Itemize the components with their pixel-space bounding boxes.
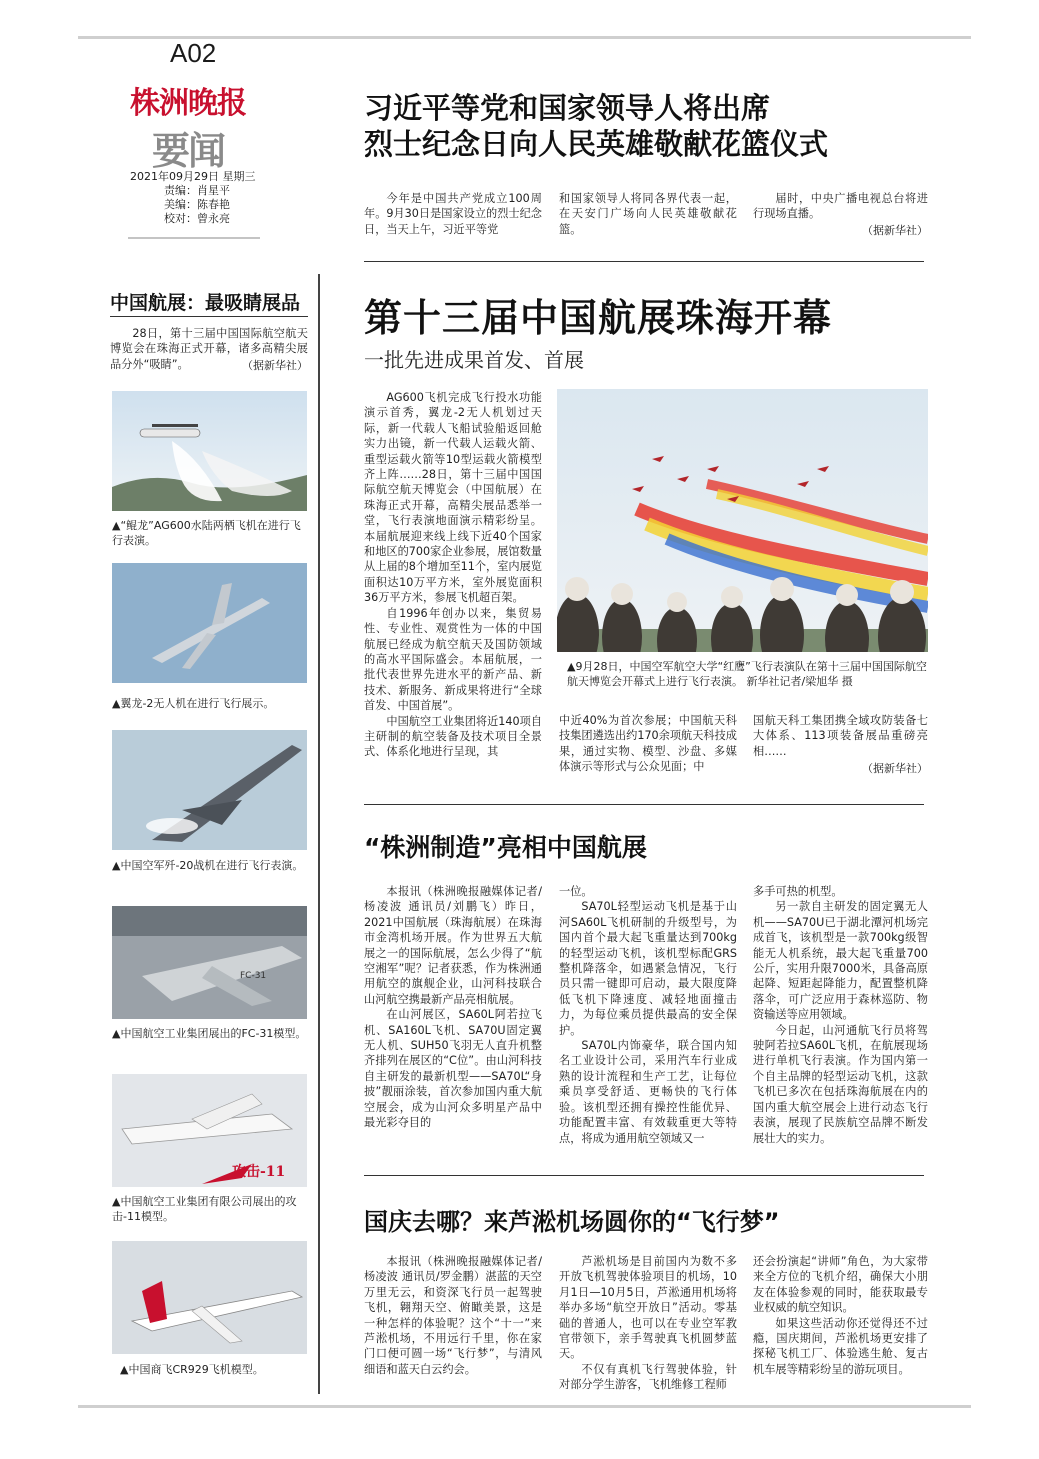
gongji11-photo (112, 1074, 307, 1187)
sidebar-intro-source: （据新华社） (242, 359, 308, 372)
sidebar-title-rule (110, 316, 308, 317)
sidebar-divider (318, 274, 320, 1394)
article4-col1: 本报讯（株洲晚报融媒体记者/杨凌波 通讯员/罗金鹏）湛蓝的天空万里无云，和资深飞行员一起驾驶飞机，翱翔天空、俯瞰美景，这是一种怎样的体验呢？这个“十一”来芦淞机场，不用远行千里，你在家门口便可圆一场“飞行梦”，与清风细语和蓝天白云约会。 (364, 1255, 542, 1376)
article2-col2: 中近40%为首次参展；中国航天科技集团遴选出约170余项航天科技成果，通过实物、模型、沙盘、多媒体演示等形式与公众见面；中 (559, 714, 737, 774)
date-line: 2021年09月29日 星期三 (130, 170, 256, 183)
article4-col3: 还会扮演起“讲师”角色，为大家带来全方位的飞机介绍，确保大小朋友在体验参观的同时，能获取最专业权威的航空知识。 如果这些活动你还觉得还不过瘾，国庆期间，芦淞机场更安排了探秘飞机工厂、体验逃生舱、复古机车展等精彩纷呈的游玩项目。 (753, 1255, 928, 1376)
article3-col3: 多手可热的机型。 另一款自主研发的固定翼无人机——SA70U已于湖北潭河机场完成首飞，该机型是一款700kg级智能无人机系统，最大起飞重量700公斤，实用升限7000米，具备高原起降、短距起降能力，配置整机降落伞，可广泛应用于森林巡防、物资输送等应用领域。 今日起，山河通航飞行员将驾驶阿若拉SA60L飞机，在航展现场进行单机飞行表演。作为国内第一个自主品牌的轻型运动飞机，这款飞机已多次在包括珠海航展在内的国内重大航空展会上进行动态飞行表演，展现了民族航空品牌不断发展壮大的实力。 (753, 885, 928, 1145)
article1-divider (364, 261, 924, 262)
fc31-image (112, 906, 307, 1019)
page-meta (130, 170, 256, 226)
wingloong-photo (112, 563, 307, 683)
article1-headline-line2: 烈士纪念日向人民英雄敬献花篮仪式 (364, 127, 829, 161)
section-title: 要闻 (152, 128, 225, 173)
page-number: A02 (170, 38, 217, 68)
airshow-main-photo (557, 389, 928, 652)
newspaper-logo: 株洲晚报 (130, 86, 246, 121)
caption-wingloong: ▲翼龙-2无人机在进行飞行展示。 (112, 697, 275, 710)
caption-ag600: ▲“鲲龙”AG600水陆两栖飞机在进行飞行表演。 (112, 519, 301, 547)
art-editor-line: 美编：陈春艳 (164, 198, 230, 211)
fc31-photo (112, 906, 307, 1019)
gongji11-label: 攻击-11 (232, 1164, 286, 1180)
article1-col1: 今年是中国共产党成立100周年。9月30日是国家设立的烈士纪念日，当天上午，习近平等党 (364, 192, 542, 236)
sidebar-title: 中国航展：最吸睛展品 (110, 292, 301, 314)
article4-col2: 芦淞机场是目前国内为数不多开放飞机驾驶体验项目的机场，10月1日—10月5日，芦淞通用机场将举办多场“航空开放日”活动。零基础的普通人，也可以在专业空军教官带领下，亲手驾驶真飞机圆梦蓝天。 不仅有真机飞行驾驶体验，针对部分学生游客，飞机维修工程师 (559, 1255, 737, 1392)
wingloong-image (112, 563, 307, 683)
article3-divider (364, 1175, 924, 1176)
article3-col1: 本报讯（株洲晚报融媒体记者/杨凌波 通讯员/刘鹏飞）昨日，2021中国航展（珠海航展）在珠海市金湾机场开展。作为世界五大航展之一的国际航展，怎么少得了“航空湘军”呢？记者获悉，作为株洲通用航空的旗舰企业，山河科技联合山河航空携最新产品亮相航展。 在山河展区，SA60L阿若拉飞机、SA160L飞机、SA70U固定翼无人机、SUH50飞羽无人直升机整齐排列在展区的“C位”。由山河科技自主研发的最新机型——SA70L“身披”靓丽涂装，首次参加国内重大航空展会，成为山河众多明星产品中最光彩夺目的 (364, 885, 542, 1130)
bottom-border (78, 1405, 971, 1408)
article1-source: （据新华社） (862, 224, 928, 237)
cr929-image (112, 1241, 307, 1354)
article3-headline: “株洲制造”亮相中国航展 (364, 833, 647, 862)
article2-source: （据新华社） (862, 762, 928, 775)
article3-col2: 一位。 SA70L轻型运动飞机是基于山河SA60L飞机研制的升级型号，为国内首个最大起飞重量达到700kg的轻型运动飞机，该机型标配GRS整机降落伞，如遇紧急情况，飞行员只需一键即可启动，最大限度降低飞机下降速度、减轻地面撞击力，为每位乘员提供最高的安全保护。 SA70L内饰豪华，联合国内知名工业设计公司，采用汽车行业成熟的设计流程和生产工艺，让每位乘员享受舒适、更畅快的飞行体验。该机型还拥有操控性能优异、功能配置丰富、有效载重更大等特点，将成为通用航空领域又一 (559, 885, 737, 1145)
article1-headline-line1: 习近平等党和国家领导人将出席 (364, 91, 771, 125)
red-eagle-formation-image (557, 389, 928, 652)
caption-fc31: ▲中国航空工业集团展出的FC-31模型。 (112, 1027, 307, 1040)
airshow-photo-caption: ▲9月28日，中国空军航空大学“红鹰”飞行表演队在第十三届中国国际航空航天博览会开幕式上进行飞行表演。 新华社记者/梁旭华 摄 (567, 660, 927, 688)
cr929-photo (112, 1241, 307, 1354)
article1-col3: 届时，中央广播电视总台将进行现场直播。 (753, 192, 928, 221)
caption-gongji11: ▲中国航空工业集团有限公司展出的攻击-11模型。 (112, 1195, 297, 1223)
article1-col2: 和国家领导人将同各界代表一起，在天安门广场向人民英雄敬献花篮。 (559, 192, 737, 236)
caption-cr929: ▲中国商飞CR929飞机模型。 (120, 1363, 264, 1376)
article2-headline: 第十三届中国航展珠海开幕 (364, 296, 833, 340)
article2-divider (364, 804, 924, 805)
article2-subheadline: 一批先进成果首发、首展 (364, 348, 584, 372)
proofreader-line: 校对：曾永亮 (164, 212, 230, 225)
meta-divider (128, 232, 260, 244)
j20-photo (112, 730, 307, 850)
fc31-label: FC-31 (240, 971, 267, 981)
article4-headline: 国庆去哪？来芦淞机场圆你的“飞行梦” (364, 1208, 780, 1236)
caption-j20: ▲中国空军歼-20战机在进行飞行表演。 (112, 859, 304, 872)
ag600-photo (112, 391, 307, 511)
ag600-image (112, 391, 307, 511)
article2-col1: AG600飞机完成飞行投水功能演示首秀，翼龙-2无人机划过天际，新一代载人飞船试验船返回舱实力出镜，新一代载人运载火箭、重型运载火箭等10型运载火箭模型齐上阵……28日，第十三届中国国际航空航天博览会（中国航展）在珠海正式开幕，高精尖展品悉举一堂，飞行表演地面演示精彩纷呈。本届航展迎来线上线下近40个国家和地区的700家企业参展，展馆数量从上届的8个增加至11个，室内展览面积达10万平方米，室外展览面积36万平方米，参展飞机超百架。 自1996年创办以来，集贸易性、专业性、观赏性为一体的中国航展已经成为航空航天及国防领域的高水平国际盛会。本届航展，一批代表世界先进水平的新产品、新技术、新服务、新成果将进行“全球首发、中国首展”。 中国航空工业集团将近140项自主研制的航空装备及技术项目全景式、体系化地进行呈现，其 (364, 391, 542, 759)
article1-headline (364, 90, 828, 162)
j20-image (112, 730, 307, 850)
editor-line: 责编：肖星平 (164, 184, 230, 197)
article2-col3: 国航天科工集团携全域攻防装备七大体系、113项装备展品重磅亮相…… (753, 714, 928, 758)
gongji11-image (112, 1074, 307, 1187)
sidebar-intro: 28日，第十三届中国国际航空航天博览会在珠海正式开幕，诸多高精尖展品分外“吸睛”。 (110, 327, 308, 371)
